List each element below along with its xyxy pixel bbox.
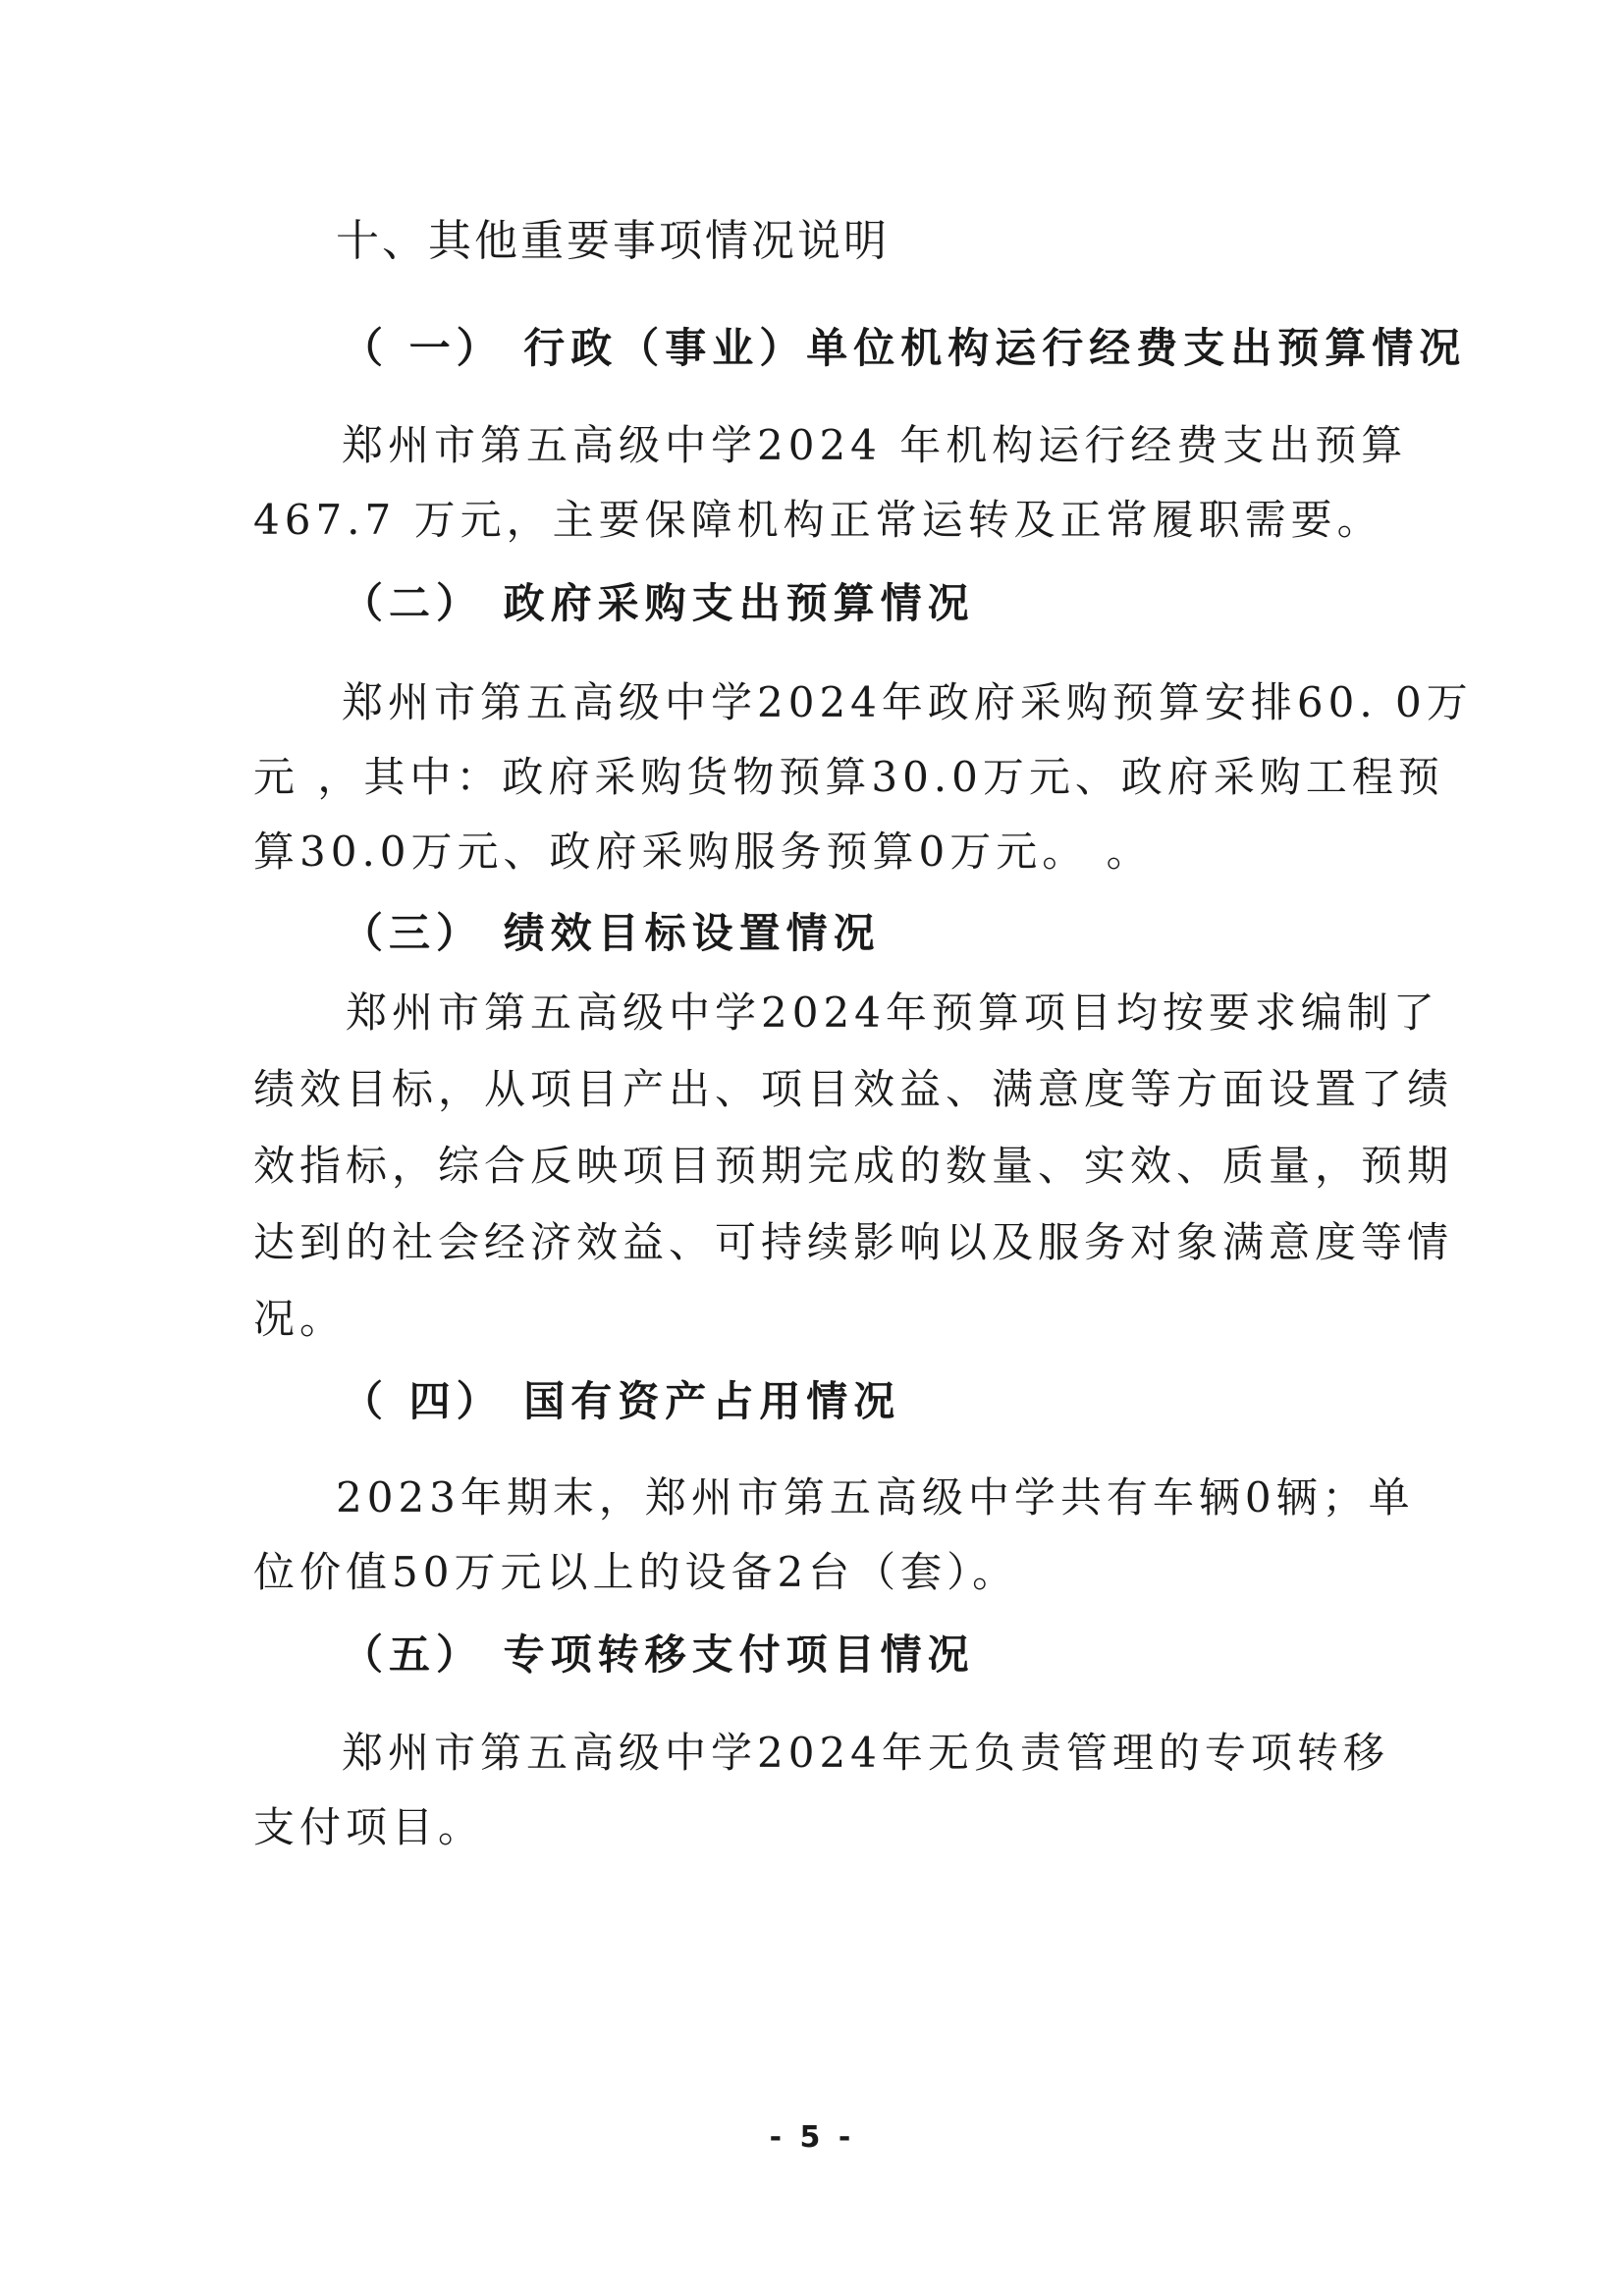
sub2-paragraph-line: 郑州市第五高级中学2024年政府采购预算安排60. 0万 (342, 678, 1473, 726)
page-number: - 5 - (769, 2120, 855, 2155)
sub3-paragraph-line: 绩效目标，从项目产出、项目效益、满意度等方面设置了绩 (253, 1065, 1454, 1113)
sub4-paragraph-line: 2023年期末，郑州市第五高级中学共有车辆0辆；单 (336, 1473, 1415, 1522)
sub5-paragraph-line: 支付项目。 (253, 1803, 485, 1851)
sub1-paragraph-line: 郑州市第五高级中学2024 年机构运行经费支出预算 (342, 421, 1408, 469)
sub2-heading: （二） 政府采购支出预算情况 (342, 579, 975, 627)
sub2-paragraph-line: 元 ，其中：政府采购货物预算30.0万元、政府采购工程预 (253, 753, 1444, 801)
sub4-paragraph-line: 位价值50万元以上的设备2台（套）。 (253, 1548, 1019, 1596)
sub3-paragraph-line: 达到的社会经济效益、可持续影响以及服务对象满意度等情 (253, 1218, 1454, 1266)
sub3-heading: （三） 绩效目标设置情况 (342, 909, 881, 957)
sub3-paragraph-line: 郑州市第五高级中学2024年预算项目均按要求编制了 (346, 988, 1439, 1037)
sub5-paragraph-line: 郑州市第五高级中学2024年无负责管理的专项转移 (342, 1729, 1389, 1777)
section-title: 十、其他重要事项情况说明 (336, 216, 890, 266)
sub5-heading: （五） 专项转移支付项目情况 (342, 1630, 975, 1679)
sub4-heading: （ 四） 国有资产占用情况 (342, 1377, 901, 1425)
sub1-heading: （ 一） 行政（事业）单位机构运行经费支出预算情况 (342, 324, 1467, 372)
sub2-paragraph-line: 算30.0万元、政府采购服务预算0万元。 。 (253, 828, 1153, 876)
sub3-paragraph-line: 效指标，综合反映项目预期完成的数量、实效、质量，预期 (253, 1142, 1454, 1190)
sub3-paragraph-line: 况。 (253, 1295, 347, 1343)
sub1-paragraph-line: 467.7 万元，主要保障机构正常运转及正常履职需要。 (253, 496, 1383, 544)
